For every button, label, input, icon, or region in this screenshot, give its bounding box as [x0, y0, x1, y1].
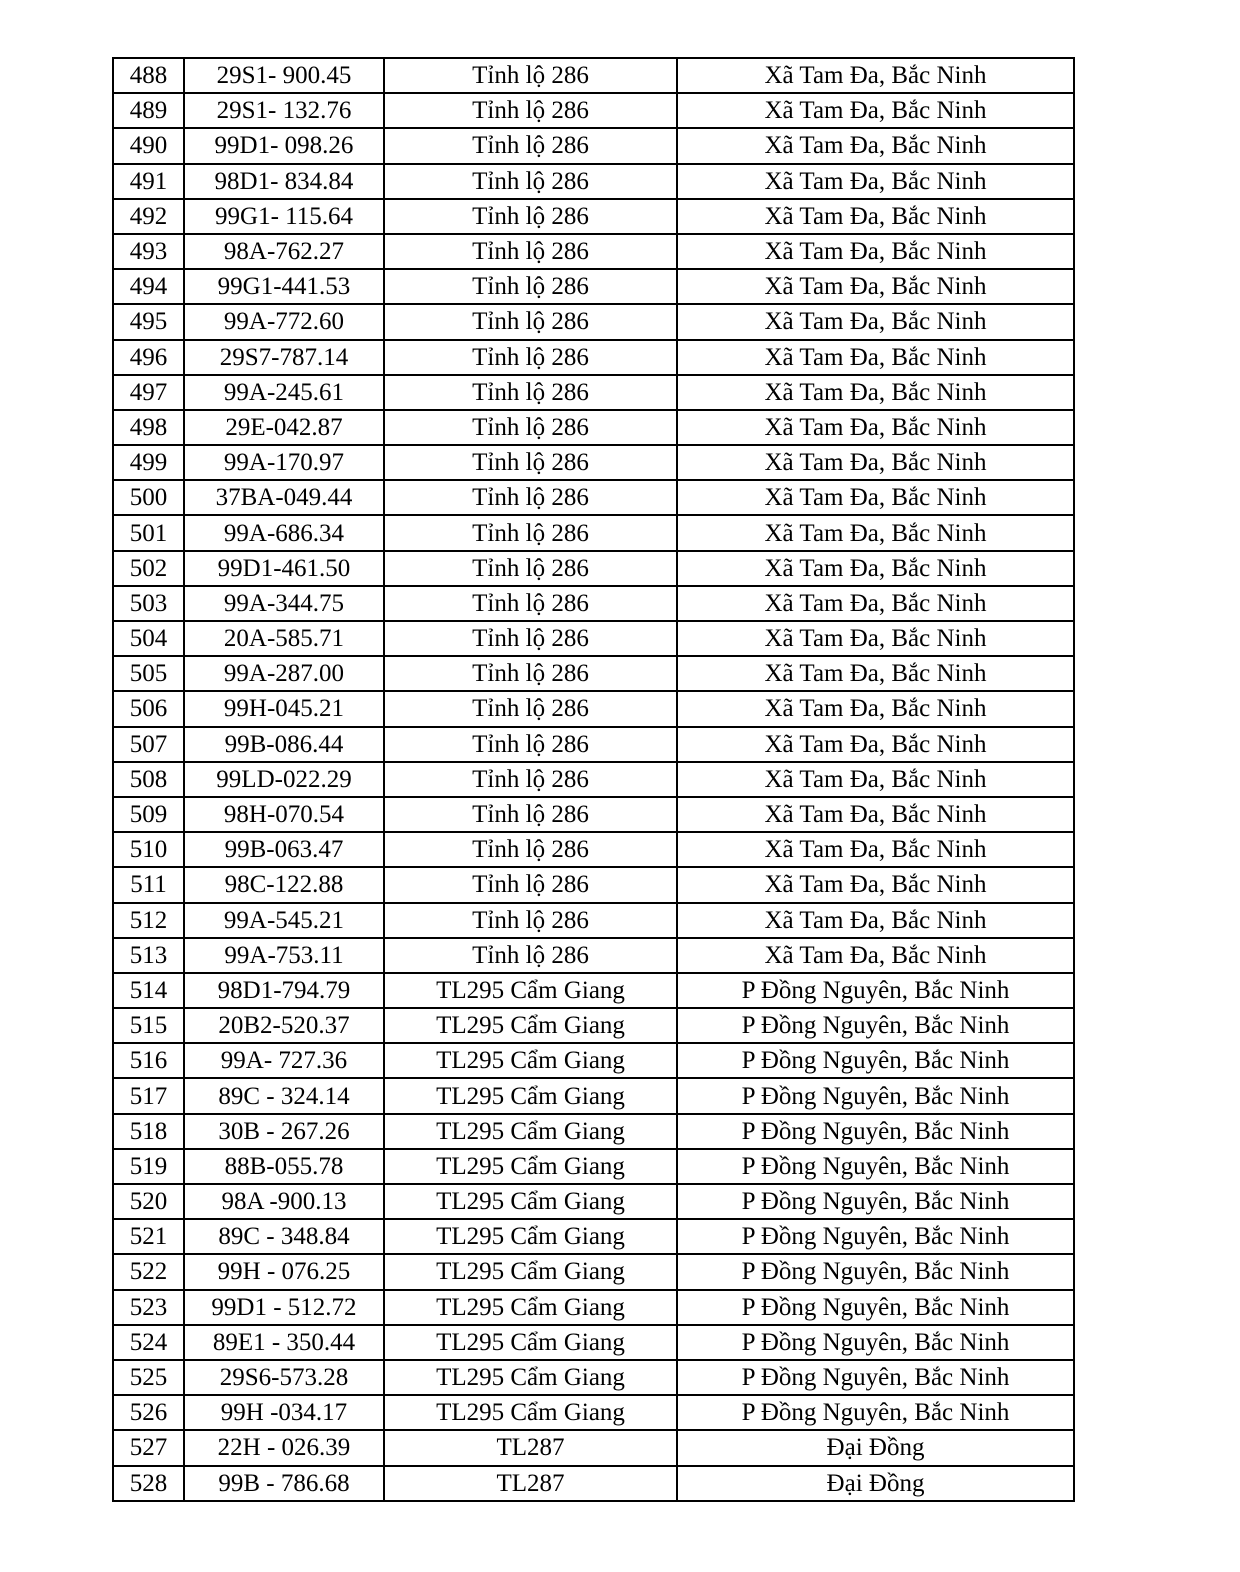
- location-cell: P Đồng Nguyên, Bắc Ninh: [677, 1114, 1074, 1149]
- row-number-cell: 525: [113, 1360, 184, 1395]
- road-cell: TL295 Cẩm Giang: [384, 1184, 677, 1219]
- row-number-cell: 502: [113, 551, 184, 586]
- road-cell: Tỉnh lộ 286: [384, 128, 677, 163]
- row-number-cell: 523: [113, 1290, 184, 1325]
- road-cell: Tỉnh lộ 286: [384, 832, 677, 867]
- row-number-cell: 510: [113, 832, 184, 867]
- license-plate-cell: 99A-772.60: [184, 304, 384, 339]
- license-plate-cell: 99G1- 115.64: [184, 199, 384, 234]
- table-row: [113, 234, 1074, 269]
- license-plate-cell: 99H-045.21: [184, 691, 384, 726]
- row-number-cell: 503: [113, 586, 184, 621]
- row-number-cell: 491: [113, 164, 184, 199]
- location-cell: Đại Đồng: [677, 1466, 1074, 1501]
- table-row: [113, 903, 1074, 938]
- row-number-cell: 518: [113, 1114, 184, 1149]
- location-cell: P Đồng Nguyên, Bắc Ninh: [677, 1360, 1074, 1395]
- row-number-cell: 520: [113, 1184, 184, 1219]
- table-row: [113, 1254, 1074, 1289]
- table-row: [113, 691, 1074, 726]
- row-number-cell: 505: [113, 656, 184, 691]
- road-cell: TL287: [384, 1430, 677, 1465]
- license-plate-cell: 99B - 786.68: [184, 1466, 384, 1501]
- license-plate-cell: 99B-086.44: [184, 727, 384, 762]
- table-row: [113, 93, 1074, 128]
- license-plate-cell: 99A-170.97: [184, 445, 384, 480]
- location-cell: Xã Tam Đa, Bắc Ninh: [677, 691, 1074, 726]
- row-number-cell: 528: [113, 1466, 184, 1501]
- road-cell: TL287: [384, 1466, 677, 1501]
- location-cell: Xã Tam Đa, Bắc Ninh: [677, 480, 1074, 515]
- location-cell: P Đồng Nguyên, Bắc Ninh: [677, 1290, 1074, 1325]
- row-number-cell: 493: [113, 234, 184, 269]
- location-cell: Xã Tam Đa, Bắc Ninh: [677, 269, 1074, 304]
- table-row: [113, 797, 1074, 832]
- row-number-cell: 500: [113, 480, 184, 515]
- road-cell: Tỉnh lộ 286: [384, 93, 677, 128]
- license-plate-cell: 89E1 - 350.44: [184, 1325, 384, 1360]
- row-number-cell: 497: [113, 375, 184, 410]
- license-plate-cell: 99H - 076.25: [184, 1254, 384, 1289]
- road-cell: Tỉnh lộ 286: [384, 586, 677, 621]
- row-number-cell: 509: [113, 797, 184, 832]
- row-number-cell: 504: [113, 621, 184, 656]
- location-cell: Xã Tam Đa, Bắc Ninh: [677, 551, 1074, 586]
- row-number-cell: 499: [113, 445, 184, 480]
- location-cell: P Đồng Nguyên, Bắc Ninh: [677, 1325, 1074, 1360]
- road-cell: Tỉnh lộ 286: [384, 234, 677, 269]
- table-row: [113, 1219, 1074, 1254]
- row-number-cell: 488: [113, 58, 184, 93]
- table-body: [113, 58, 1074, 1501]
- location-cell: Xã Tam Đa, Bắc Ninh: [677, 762, 1074, 797]
- row-number-cell: 511: [113, 867, 184, 902]
- road-cell: Tỉnh lộ 286: [384, 375, 677, 410]
- table-row: [113, 1395, 1074, 1430]
- license-plate-cell: 98A -900.13: [184, 1184, 384, 1219]
- license-plate-cell: 99A-245.61: [184, 375, 384, 410]
- road-cell: Tỉnh lộ 286: [384, 164, 677, 199]
- row-number-cell: 508: [113, 762, 184, 797]
- table-row: [113, 1008, 1074, 1043]
- location-cell: Xã Tam Đa, Bắc Ninh: [677, 867, 1074, 902]
- road-cell: Tỉnh lộ 286: [384, 938, 677, 973]
- road-cell: TL295 Cẩm Giang: [384, 1078, 677, 1113]
- location-cell: Xã Tam Đa, Bắc Ninh: [677, 304, 1074, 339]
- table-row: [113, 515, 1074, 550]
- location-cell: Xã Tam Đa, Bắc Ninh: [677, 656, 1074, 691]
- license-plate-cell: 98C-122.88: [184, 867, 384, 902]
- location-cell: Xã Tam Đa, Bắc Ninh: [677, 797, 1074, 832]
- table-row: [113, 832, 1074, 867]
- table-row: [113, 727, 1074, 762]
- license-plate-cell: 99A-753.11: [184, 938, 384, 973]
- road-cell: Tỉnh lộ 286: [384, 656, 677, 691]
- road-cell: TL295 Cẩm Giang: [384, 1360, 677, 1395]
- table-row: [113, 1325, 1074, 1360]
- location-cell: P Đồng Nguyên, Bắc Ninh: [677, 1395, 1074, 1430]
- license-plate-cell: 88B-055.78: [184, 1149, 384, 1184]
- license-plate-cell: 99B-063.47: [184, 832, 384, 867]
- license-plate-cell: 99A- 727.36: [184, 1043, 384, 1078]
- table-row: [113, 938, 1074, 973]
- license-plate-cell: 29S1- 132.76: [184, 93, 384, 128]
- row-number-cell: 516: [113, 1043, 184, 1078]
- row-number-cell: 494: [113, 269, 184, 304]
- location-cell: Xã Tam Đa, Bắc Ninh: [677, 164, 1074, 199]
- table-row: [113, 551, 1074, 586]
- location-cell: Xã Tam Đa, Bắc Ninh: [677, 340, 1074, 375]
- road-cell: Tỉnh lộ 286: [384, 480, 677, 515]
- row-number-cell: 526: [113, 1395, 184, 1430]
- row-number-cell: 490: [113, 128, 184, 163]
- road-cell: TL295 Cẩm Giang: [384, 973, 677, 1008]
- location-cell: Xã Tam Đa, Bắc Ninh: [677, 128, 1074, 163]
- license-plate-cell: 99A-545.21: [184, 903, 384, 938]
- license-plate-cell: 89C - 324.14: [184, 1078, 384, 1113]
- table-row: [113, 445, 1074, 480]
- location-cell: Xã Tam Đa, Bắc Ninh: [677, 903, 1074, 938]
- table-row: [113, 1114, 1074, 1149]
- row-number-cell: 521: [113, 1219, 184, 1254]
- row-number-cell: 512: [113, 903, 184, 938]
- license-plate-cell: 99A-287.00: [184, 656, 384, 691]
- road-cell: Tỉnh lộ 286: [384, 199, 677, 234]
- location-cell: Xã Tam Đa, Bắc Ninh: [677, 445, 1074, 480]
- license-plate-cell: 29S1- 900.45: [184, 58, 384, 93]
- row-number-cell: 496: [113, 340, 184, 375]
- row-number-cell: 489: [113, 93, 184, 128]
- table-row: [113, 340, 1074, 375]
- row-number-cell: 513: [113, 938, 184, 973]
- license-plate-cell: 98D1- 834.84: [184, 164, 384, 199]
- road-cell: Tỉnh lộ 286: [384, 762, 677, 797]
- road-cell: Tỉnh lộ 286: [384, 410, 677, 445]
- row-number-cell: 527: [113, 1430, 184, 1465]
- table-row: [113, 621, 1074, 656]
- road-cell: TL295 Cẩm Giang: [384, 1395, 677, 1430]
- license-plate-cell: 22H - 026.39: [184, 1430, 384, 1465]
- table-row: [113, 1290, 1074, 1325]
- road-cell: TL295 Cẩm Giang: [384, 1149, 677, 1184]
- location-cell: Xã Tam Đa, Bắc Ninh: [677, 938, 1074, 973]
- road-cell: Tỉnh lộ 286: [384, 269, 677, 304]
- location-cell: Xã Tam Đa, Bắc Ninh: [677, 621, 1074, 656]
- row-number-cell: 492: [113, 199, 184, 234]
- road-cell: Tỉnh lộ 286: [384, 903, 677, 938]
- table-row: [113, 973, 1074, 1008]
- license-plate-cell: 30B - 267.26: [184, 1114, 384, 1149]
- license-plate-cell: 99D1- 098.26: [184, 128, 384, 163]
- license-plate-cell: 20A-585.71: [184, 621, 384, 656]
- road-cell: Tỉnh lộ 286: [384, 58, 677, 93]
- location-cell: Xã Tam Đa, Bắc Ninh: [677, 199, 1074, 234]
- road-cell: Tỉnh lộ 286: [384, 445, 677, 480]
- table-row: [113, 410, 1074, 445]
- road-cell: Tỉnh lộ 286: [384, 551, 677, 586]
- license-plate-cell: 37BA-049.44: [184, 480, 384, 515]
- license-plate-cell: 20B2-520.37: [184, 1008, 384, 1043]
- table-row: [113, 586, 1074, 621]
- location-cell: P Đồng Nguyên, Bắc Ninh: [677, 1219, 1074, 1254]
- location-cell: P Đồng Nguyên, Bắc Ninh: [677, 1149, 1074, 1184]
- table-row: [113, 375, 1074, 410]
- road-cell: Tỉnh lộ 286: [384, 727, 677, 762]
- license-plate-cell: 89C - 348.84: [184, 1219, 384, 1254]
- road-cell: Tỉnh lộ 286: [384, 621, 677, 656]
- table-row: [113, 1430, 1074, 1465]
- road-cell: TL295 Cẩm Giang: [384, 1114, 677, 1149]
- table-row: [113, 199, 1074, 234]
- license-plate-cell: 99A-686.34: [184, 515, 384, 550]
- license-plate-cell: 29S7-787.14: [184, 340, 384, 375]
- table-row: [113, 762, 1074, 797]
- road-cell: TL295 Cẩm Giang: [384, 1254, 677, 1289]
- road-cell: Tỉnh lộ 286: [384, 340, 677, 375]
- row-number-cell: 498: [113, 410, 184, 445]
- road-cell: Tỉnh lộ 286: [384, 691, 677, 726]
- row-number-cell: 524: [113, 1325, 184, 1360]
- location-cell: Đại Đồng: [677, 1430, 1074, 1465]
- location-cell: Xã Tam Đa, Bắc Ninh: [677, 58, 1074, 93]
- row-number-cell: 519: [113, 1149, 184, 1184]
- road-cell: TL295 Cẩm Giang: [384, 1043, 677, 1078]
- table-row: [113, 1149, 1074, 1184]
- table-row: [113, 1078, 1074, 1113]
- license-plate-cell: 99A-344.75: [184, 586, 384, 621]
- location-cell: P Đồng Nguyên, Bắc Ninh: [677, 973, 1074, 1008]
- row-number-cell: 514: [113, 973, 184, 1008]
- table-row: [113, 164, 1074, 199]
- road-cell: Tỉnh lộ 286: [384, 867, 677, 902]
- road-cell: Tỉnh lộ 286: [384, 797, 677, 832]
- location-cell: Xã Tam Đa, Bắc Ninh: [677, 234, 1074, 269]
- license-plate-cell: 99D1 - 512.72: [184, 1290, 384, 1325]
- license-plate-cell: 98D1-794.79: [184, 973, 384, 1008]
- table-row: [113, 269, 1074, 304]
- location-cell: Xã Tam Đa, Bắc Ninh: [677, 93, 1074, 128]
- table-row: [113, 128, 1074, 163]
- location-cell: P Đồng Nguyên, Bắc Ninh: [677, 1078, 1074, 1113]
- license-plate-cell: 29E-042.87: [184, 410, 384, 445]
- location-cell: Xã Tam Đa, Bắc Ninh: [677, 727, 1074, 762]
- road-cell: TL295 Cẩm Giang: [384, 1290, 677, 1325]
- row-number-cell: 506: [113, 691, 184, 726]
- table-row: [113, 1184, 1074, 1219]
- location-cell: P Đồng Nguyên, Bắc Ninh: [677, 1008, 1074, 1043]
- table-row: [113, 480, 1074, 515]
- table-row: [113, 1360, 1074, 1395]
- location-cell: Xã Tam Đa, Bắc Ninh: [677, 410, 1074, 445]
- table-row: [113, 867, 1074, 902]
- row-number-cell: 507: [113, 727, 184, 762]
- road-cell: TL295 Cẩm Giang: [384, 1219, 677, 1254]
- license-plate-cell: 99D1-461.50: [184, 551, 384, 586]
- license-plate-cell: 98H-070.54: [184, 797, 384, 832]
- location-cell: Xã Tam Đa, Bắc Ninh: [677, 832, 1074, 867]
- license-plate-cell: 99H -034.17: [184, 1395, 384, 1430]
- table-row: [113, 1466, 1074, 1501]
- license-plate-cell: 99LD-022.29: [184, 762, 384, 797]
- road-cell: TL295 Cẩm Giang: [384, 1008, 677, 1043]
- location-cell: P Đồng Nguyên, Bắc Ninh: [677, 1043, 1074, 1078]
- row-number-cell: 522: [113, 1254, 184, 1289]
- road-cell: Tỉnh lộ 286: [384, 515, 677, 550]
- license-plate-cell: 98A-762.27: [184, 234, 384, 269]
- location-cell: P Đồng Nguyên, Bắc Ninh: [677, 1254, 1074, 1289]
- row-number-cell: 515: [113, 1008, 184, 1043]
- violation-table: [112, 57, 1075, 1502]
- table-row: [113, 304, 1074, 339]
- location-cell: Xã Tam Đa, Bắc Ninh: [677, 586, 1074, 621]
- table-row: [113, 58, 1074, 93]
- license-plate-cell: 29S6-573.28: [184, 1360, 384, 1395]
- road-cell: TL295 Cẩm Giang: [384, 1325, 677, 1360]
- location-cell: Xã Tam Đa, Bắc Ninh: [677, 375, 1074, 410]
- row-number-cell: 501: [113, 515, 184, 550]
- table-row: [113, 1043, 1074, 1078]
- road-cell: Tỉnh lộ 286: [384, 304, 677, 339]
- license-plate-cell: 99G1-441.53: [184, 269, 384, 304]
- location-cell: P Đồng Nguyên, Bắc Ninh: [677, 1184, 1074, 1219]
- table-row: [113, 656, 1074, 691]
- row-number-cell: 495: [113, 304, 184, 339]
- location-cell: Xã Tam Đa, Bắc Ninh: [677, 515, 1074, 550]
- row-number-cell: 517: [113, 1078, 184, 1113]
